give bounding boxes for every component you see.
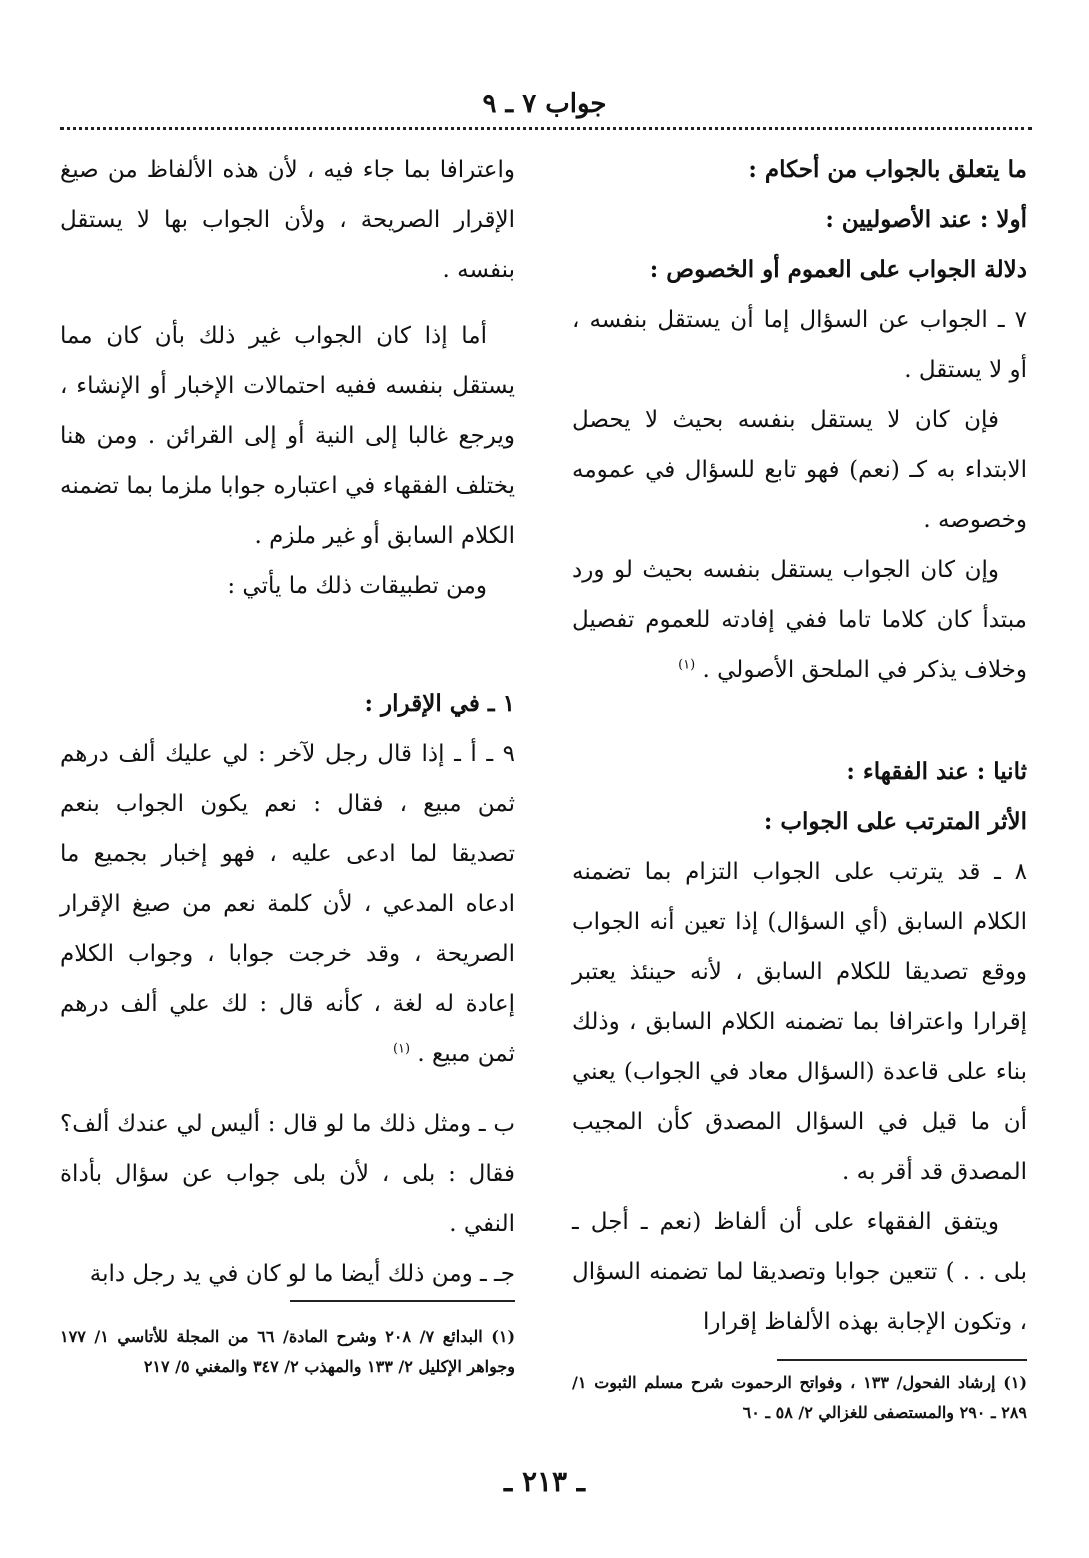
right-column xyxy=(572,145,1027,1347)
subheading-iqrar: ١ ـ في الإقرار : xyxy=(364,690,515,717)
page-number: ـ ٢١٣ ـ xyxy=(503,1465,586,1498)
paragraph-possibility: أما إذا كان الجواب غير ذلك بأن كان مما يستقل بنفسه ففيه احتمالات الإخبار أو الإنشاء ، ويرجع غالبا إلى النية أو إلى القرائن . ومن هنا يختلف الفقهاء في اعتباره جوابا ملزما بما تضمنه الكلام السابق أو غير ملزم . xyxy=(60,323,515,549)
paragraph-continuation: واعترافا بما جاء فيه ، لأن هذه الألفاظ من صيغ الإقرار الصريحة ، ولأن الجواب بها لا يستقل بنفسه . xyxy=(60,157,515,283)
paragraph-9a-text: ٩ ـ أ ـ إذا قال رجل لآخر : لي عليك ألف درهم ثمن مبيع ، فقال : نعم يكون الجواب بنعم تصديقا لما ادعى عليه ، فهو إخبار بجميع ما ادعاه المدعي ، لأن كلمة نعم من صيغ الإقرار الصريحة ، وقد خرجت جوابا ، وجواب الكلام إعادة له لغة ، كأنه قال : لك علي ألف درهم ثمن مبيع . xyxy=(60,741,515,1067)
paragraph-7: ٧ ـ الجواب عن السؤال إما أن يستقل بنفسه ، أو لا يستقل . xyxy=(572,307,1027,383)
footnote-left-text: (١) البدائع ٧/ ٢٠٨ وشرح المادة/ ٦٦ من المجلة للأتاسي ١/ ١٧٧ وجواهر الإكليل ٢/ ١٣٣ والمهذب ٢/ ٣٤٧ والمغني ٥/ ٢١٧ xyxy=(60,1327,516,1376)
subheading-generality: دلالة الجواب على العموم أو الخصوص : xyxy=(649,256,1027,283)
section-heading-fuqaha: ثانيا : عند الفقهاء : xyxy=(846,758,1027,785)
header-dotted-rule xyxy=(60,127,1032,130)
paragraph-9c: جـ ـ ومن ذلك أيضا ما لو كان في يد رجل دابة xyxy=(89,1261,515,1287)
footnote-rule-left xyxy=(290,1300,515,1302)
footnote-right xyxy=(572,1368,1027,1428)
footnote-right-text: (١) إرشاد الفحول/ ١٣٣ ، وفواتح الرحموت شرح مسلم الثبوت ١/ ٢٨٩ ـ ٢٩٠ والمستصفى للغزالي ٢/ ٥٨ ـ ٦٠ xyxy=(572,1373,1028,1422)
paragraph-7b: فإن كان لا يستقل بنفسه بحيث لا يحصل الابتداء به كـ (نعم) فهو تابع للسؤال في عمومه وخصوصه . xyxy=(572,407,1027,533)
section-heading-rulings: ما يتعلق بالجواب من أحكام : xyxy=(748,156,1027,183)
footnote-left xyxy=(60,1322,515,1382)
running-header: جواب ٧ ـ ٩ xyxy=(482,89,607,119)
subheading-effect: الأثر المترتب على الجواب : xyxy=(763,808,1027,835)
paragraph-7c xyxy=(572,545,1027,695)
paragraph-8: ٨ ـ قد يترتب على الجواب التزام بما تضمنه الكلام السابق (أي السؤال) إذا تعين أنه الجواب ووقع تصديقا للكلام السابق ، لأنه حينئذ يعتبر إقرارا واعترافا بما تضمنه الكلام السابق ، وذلك بناء على قاعدة (السؤال معاد في الجواب) يعني أن ما قيل في السؤال المصدق كأن المجيب المصدق قد أقر به . xyxy=(572,859,1027,1185)
paragraph-7c-text: وإن كان الجواب يستقل بنفسه بحيث لو ورد مبتدأ كان كلاما تاما ففي إفادته للعموم تفصيل وخلاف يذكر في الملحق الأصولي . xyxy=(572,557,1027,683)
footnote-ref: (١) xyxy=(392,1041,411,1057)
paragraph-applications-intro: ومن تطبيقات ذلك ما يأتي : xyxy=(227,573,487,599)
footnote-ref: (١) xyxy=(678,657,696,673)
section-heading-usul: أولا : عند الأصوليين : xyxy=(825,206,1027,233)
paragraph-9b: ب ـ ومثل ذلك ما لو قال : أليس لي عندك ألف؟ فقال : بلى ، لأن بلى جواب عن سؤال بأداة النفي . xyxy=(60,1111,515,1237)
paragraph-9a xyxy=(60,729,515,1079)
paragraph-8b: ويتفق الفقهاء على أن ألفاظ (نعم ـ أجل ـ بلى . . ) تتعين جوابا وتصديقا لما تضمنه السؤال ، وتكون الإجابة بهذه الألفاظ إقرارا xyxy=(572,1209,1027,1335)
footnote-rule-right xyxy=(777,1359,1027,1361)
left-column xyxy=(60,145,515,1299)
